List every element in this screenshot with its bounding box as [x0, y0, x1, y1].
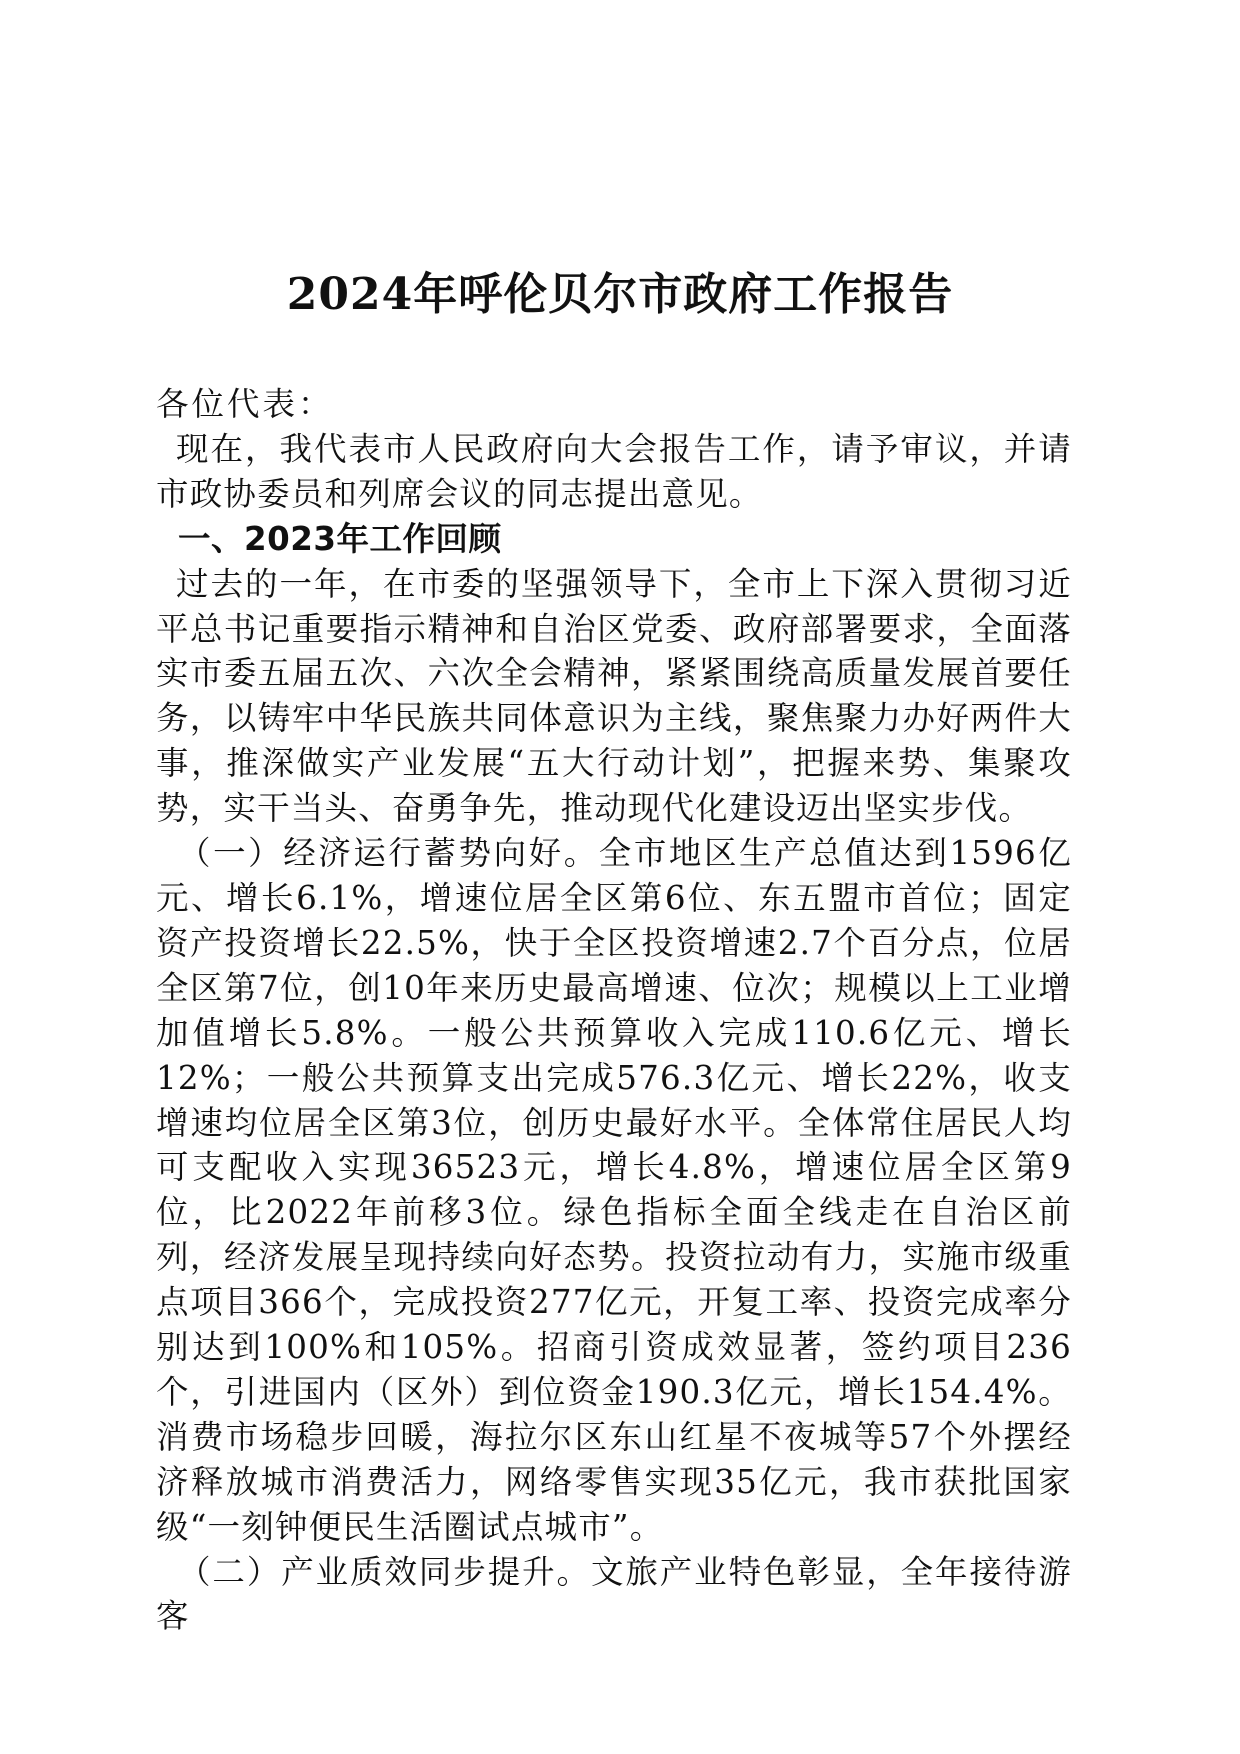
section-heading-review: 一、2023年工作回顾 [178, 519, 502, 558]
salutation: 各位代表： [156, 385, 334, 423]
document-title: 2024年呼伦贝尔市政府工作报告 [286, 269, 954, 320]
section-intro-paragraph: 过去的一年，在市委的坚强领导下，全市上下深入贯彻习近平总书记重要指示精神和自治区党委、政府部署要求，全面落实市委五届五次、六次全会精神，紧紧围绕高质量发展首要任务，以铸牢中华民族共同体意识为主线，聚焦聚力办好两件大事，推深做实产业发展“五大行动计划”，把握来势、集聚攻势，实干当头、奋勇争先，推动现代化建设迈出坚实步伐。 [156, 564, 1072, 828]
industry-paragraph: （二）产业质效同步提升。文旅产业特色彰显，全年接待游客 [156, 1552, 1072, 1636]
intro-paragraph: 现在，我代表市人民政府向大会报告工作，请予审议，并请市政协委员和列席会议的同志提出意见。 [156, 429, 1072, 513]
document-body [156, 382, 1072, 1639]
economy-paragraph: （一）经济运行蓄势向好。全市地区生产总值达到1596亿元、增长6.1%，增速位居全区第6位、东五盟市首位；固定资产投资增长22.5%，快于全区投资增速2.7个百分点，位居全区第7位，创10年来历史最高增速、位次；规模以上工业增加值增长5.8%。一般公共预算收入完成110.6亿元、增长12%；一般公共预算支出完成576.3亿元、增长22%，收支增速均位居全区第3位，创历史最好水平。全体常住居民人均可支配收入实现36523元，增长4.8%，增速位居全区第9位，比2022年前移3位。绿色指标全面全线走在自治区前列，经济发展呈现持续向好态势。投资拉动有力，实施市级重点项目366个，完成投资277亿元，开复工率、投资完成率分别达到100%和105%。招商引资成效显著，签约项目236个，引进国内（区外）到位资金190.3亿元，增长154.4%。消费市场稳步回暖，海拉尔区东山红星不夜城等57个外摆经济释放城市消费活力，网络零售实现35亿元，我市获批国家级“一刻钟便民生活圈试点城市”。 [156, 834, 1072, 1546]
